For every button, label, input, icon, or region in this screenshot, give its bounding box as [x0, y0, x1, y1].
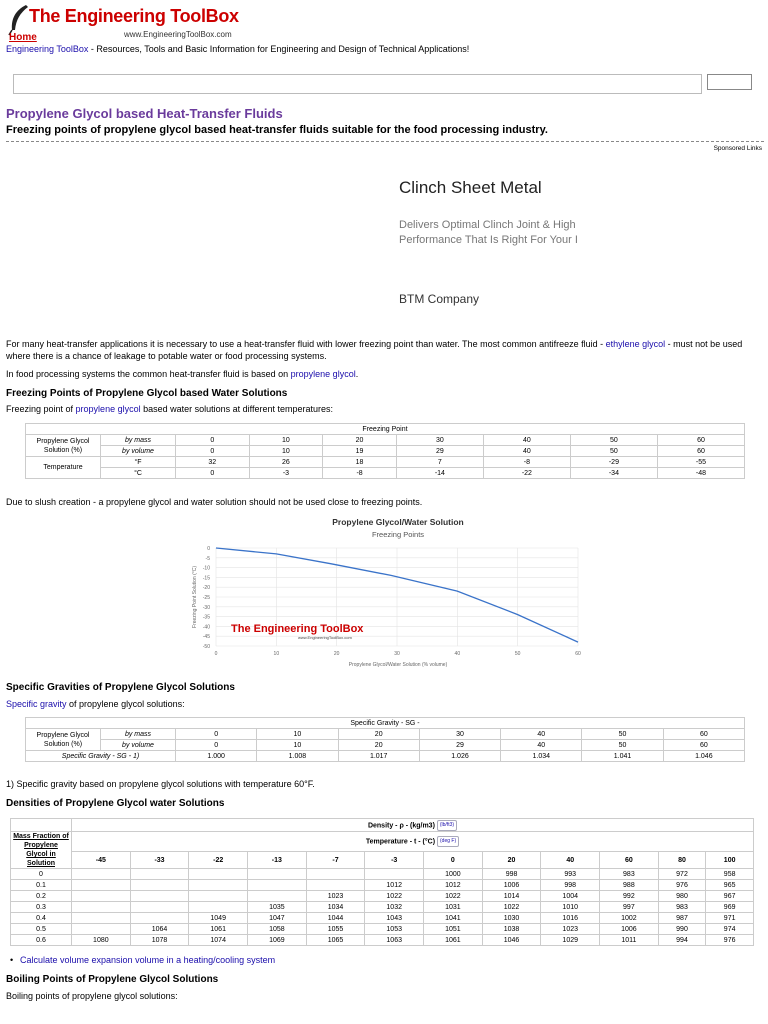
- sg-description: [6, 698, 185, 710]
- slush-note: Due to slush creation - a propylene glycol and water solution should not be used close to freezing points.: [6, 497, 423, 507]
- density-cell: 998: [482, 869, 541, 880]
- density-cell: 1004: [541, 891, 600, 902]
- temperature-header: 0: [424, 852, 483, 869]
- row-label-sg: Specific Gravity - SG - 1): [26, 751, 176, 762]
- density-cell: [72, 924, 131, 935]
- density-cell: 1069: [248, 935, 307, 946]
- cell: 10: [249, 435, 323, 446]
- cell: 30: [419, 729, 500, 740]
- cell: 20: [323, 435, 397, 446]
- density-cell: 1030: [482, 913, 541, 924]
- sponsored-label: Sponsored Links: [713, 145, 762, 152]
- ethylene-glycol-link[interactable]: ethylene glycol: [605, 339, 666, 349]
- propylene-glycol-link[interactable]: propylene glycol: [290, 369, 356, 379]
- y-tick-label: -15: [202, 575, 210, 582]
- density-cell: 992: [600, 891, 659, 902]
- by-volume-label: by volume: [101, 446, 176, 457]
- cell: -55: [657, 457, 744, 468]
- density-cell: 1061: [424, 935, 483, 946]
- density-cell: 1074: [189, 935, 248, 946]
- lb-ft3-button[interactable]: (lb/ft3): [437, 820, 457, 831]
- y-axis-label: Freezing Point Solution (°C): [192, 565, 198, 629]
- density-cell: 990: [658, 924, 706, 935]
- density-cell: [72, 869, 131, 880]
- density-blank: [11, 819, 72, 832]
- density-cell: 965: [706, 880, 754, 891]
- divider: [6, 141, 764, 142]
- density-cell: 1014: [482, 891, 541, 902]
- x-tick-label: 0: [214, 651, 218, 657]
- y-tick-label: -50: [202, 644, 210, 650]
- mass-fraction-cell: 0.2: [11, 891, 72, 902]
- intro-paragraph-1: [6, 338, 758, 362]
- cell: 40: [501, 740, 582, 751]
- density-cell: [365, 869, 424, 880]
- chart-watermark: The Engineering ToolBox: [231, 623, 364, 635]
- ad-description-line1: Delivers Optimal Clinch Joint & High: [399, 219, 576, 231]
- chart-title: Propylene Glycol/Water Solution: [332, 517, 464, 527]
- density-cell: 1012: [365, 880, 424, 891]
- cell: 60: [657, 435, 744, 446]
- tagline: [6, 44, 469, 54]
- freezing-desc-b: based water solutions at different temperatures:: [140, 404, 334, 414]
- density-cell: [130, 913, 189, 924]
- search-input[interactable]: [13, 74, 702, 94]
- cell: 29: [419, 740, 500, 751]
- cell: 60: [663, 729, 744, 740]
- density-cell: 1022: [424, 891, 483, 902]
- mass-fraction-cell: 0.1: [11, 880, 72, 891]
- density-cell: [130, 891, 189, 902]
- deg-f-button[interactable]: (deg F): [437, 836, 459, 847]
- intro-text-2a: In food processing systems the common heat-transfer fluid is based on: [6, 369, 291, 379]
- density-cell: 1043: [365, 913, 424, 924]
- temperature-header: -33: [130, 852, 189, 869]
- temperature-header: -13: [248, 852, 307, 869]
- density-cell: 1006: [600, 924, 659, 935]
- density-cell: [130, 880, 189, 891]
- cell: 1.017: [338, 751, 419, 762]
- cell: 1.041: [582, 751, 663, 762]
- mass-fraction-cell: 0.4: [11, 913, 72, 924]
- density-cell: 1031: [424, 902, 483, 913]
- density-cell: [189, 880, 248, 891]
- home-link[interactable]: Home: [9, 32, 37, 43]
- density-cell: 1041: [424, 913, 483, 924]
- cell: 10: [257, 740, 338, 751]
- cell: 10: [249, 446, 323, 457]
- intro-paragraph-2: [6, 368, 358, 380]
- density-cell: 1034: [306, 902, 365, 913]
- temperature-header: 40: [541, 852, 600, 869]
- row-label-solution: Propylene Glycol Solution (%): [26, 729, 101, 751]
- y-tick-label: -20: [202, 585, 210, 592]
- intro-text-1a: For many heat-transfer applications it is necessary to use a heat-transfer fluid with lower freezing point than water. The most common antifreeze fluid -: [6, 339, 606, 349]
- density-cell: [248, 891, 307, 902]
- ad-title[interactable]: Clinch Sheet Metal: [399, 178, 542, 197]
- boiling-heading: Boiling Points of Propylene Glycol Solutions: [6, 974, 219, 985]
- density-cell: [130, 902, 189, 913]
- sg-desc-b: of propylene glycol solutions:: [66, 699, 185, 709]
- mass-fraction-cell: 0.3: [11, 902, 72, 913]
- ad-block[interactable]: [399, 178, 595, 306]
- cell: 18: [323, 457, 397, 468]
- cell: 40: [483, 446, 570, 457]
- temperature-title-cell: [72, 832, 754, 852]
- temperature-header: -7: [306, 852, 365, 869]
- density-cell: 1065: [306, 935, 365, 946]
- density-cell: 1006: [482, 880, 541, 891]
- density-cell: 998: [541, 880, 600, 891]
- site-header: [0, 0, 768, 60]
- cell: 20: [338, 729, 419, 740]
- density-cell: 967: [706, 891, 754, 902]
- volume-expansion-link[interactable]: Calculate volume expansion volume in a heating/cooling system: [20, 955, 276, 965]
- density-cell: 1080: [72, 935, 131, 946]
- density-cell: 971: [706, 913, 754, 924]
- x-tick-label: 30: [394, 651, 400, 657]
- cell: 60: [657, 446, 744, 457]
- y-tick-label: -35: [202, 614, 210, 621]
- density-cell: 983: [600, 869, 659, 880]
- density-cell: 1010: [541, 902, 600, 913]
- deg-c-label: °C: [101, 468, 176, 479]
- sg-footnote: 1) Specific gravity based on propylene glycol solutions with temperature 60°F.: [6, 779, 315, 789]
- density-cell: 958: [706, 869, 754, 880]
- temperature-header: 100: [706, 852, 754, 869]
- sg-table-title: Specific Gravity - SG -: [26, 718, 745, 729]
- cell: 0: [176, 435, 250, 446]
- density-cell: 976: [706, 935, 754, 946]
- site-logo-url: www.EngineeringToolBox.com: [124, 30, 232, 39]
- cell: 1.034: [501, 751, 582, 762]
- cell: 0: [176, 729, 257, 740]
- density-cell: [72, 913, 131, 924]
- x-tick-label: 40: [454, 651, 461, 657]
- cell: 1.046: [663, 751, 744, 762]
- density-cell: 980: [658, 891, 706, 902]
- boiling-description: Boiling points of propylene glycol solutions:: [6, 991, 178, 1001]
- cell: 19: [323, 446, 397, 457]
- cell: -48: [657, 468, 744, 479]
- density-cell: [248, 880, 307, 891]
- table-row: [11, 891, 754, 902]
- y-tick-label: -40: [202, 624, 210, 631]
- density-cell: 1044: [306, 913, 365, 924]
- density-cell: 1032: [365, 902, 424, 913]
- cell: 60: [663, 740, 744, 751]
- density-cell: 997: [600, 902, 659, 913]
- density-cell: 1078: [130, 935, 189, 946]
- cell: -34: [570, 468, 657, 479]
- density-cell: 1051: [424, 924, 483, 935]
- ad-description: [399, 218, 595, 248]
- temperature-header: 80: [658, 852, 706, 869]
- density-cell: 1046: [482, 935, 541, 946]
- cell: 0: [176, 446, 250, 457]
- mass-fraction-cell: 0: [11, 869, 72, 880]
- cell: 1.008: [257, 751, 338, 762]
- density-cell: [306, 880, 365, 891]
- cell: 50: [582, 740, 663, 751]
- cell: 40: [501, 729, 582, 740]
- mass-fraction-header: Mass Fraction of Propylene Glycol in Solution: [11, 832, 72, 869]
- density-cell: [306, 869, 365, 880]
- temperature-header: 20: [482, 852, 541, 869]
- density-cell: 1029: [541, 935, 600, 946]
- density-cell: [189, 869, 248, 880]
- density-cell: 1058: [248, 924, 307, 935]
- density-cell: 1000: [424, 869, 483, 880]
- density-cell: 1063: [365, 935, 424, 946]
- ad-description-line2: Performance That Is Right For Your I: [399, 234, 578, 246]
- cell: 50: [582, 729, 663, 740]
- density-cell: [130, 869, 189, 880]
- x-axis-label: Propylene Glycol/Water Solution (% volume): [348, 662, 448, 668]
- density-cell: 988: [600, 880, 659, 891]
- density-cell: [189, 891, 248, 902]
- density-cell: 974: [706, 924, 754, 935]
- table-row: [11, 880, 754, 891]
- row-label-temperature: Temperature: [26, 457, 101, 479]
- cell: 30: [396, 435, 483, 446]
- cell: 50: [570, 446, 657, 457]
- cell: -29: [570, 457, 657, 468]
- temperature-header: -22: [189, 852, 248, 869]
- density-cell: 976: [658, 880, 706, 891]
- cell: 50: [570, 435, 657, 446]
- freezing-table: [25, 423, 745, 479]
- density-table: [10, 818, 754, 946]
- cell: -3: [249, 468, 323, 479]
- density-cell: 1053: [365, 924, 424, 935]
- x-tick-label: 50: [514, 651, 521, 657]
- chart-subtitle: Freezing Points: [371, 530, 425, 539]
- cell: -14: [396, 468, 483, 479]
- density-cell: 1064: [130, 924, 189, 935]
- density-cell: 1055: [306, 924, 365, 935]
- by-volume-label: by volume: [101, 740, 176, 751]
- density-cell: 1022: [482, 902, 541, 913]
- density-cell: 1049: [189, 913, 248, 924]
- cell: 7: [396, 457, 483, 468]
- y-tick-label: -25: [202, 595, 210, 601]
- cell: 29: [396, 446, 483, 457]
- cell: 0: [176, 740, 257, 751]
- y-tick-label: -5: [205, 555, 210, 562]
- page-title: Propylene Glycol based Heat-Transfer Fluids: [6, 106, 283, 121]
- tagline-link[interactable]: Engineering ToolBox: [6, 44, 89, 54]
- cell: 10: [257, 729, 338, 740]
- density-cell: 1035: [248, 902, 307, 913]
- temperature-title: Temperature - t - (°C): [365, 838, 436, 846]
- density-cell: 993: [541, 869, 600, 880]
- cell: 40: [483, 435, 570, 446]
- density-cell: 994: [658, 935, 706, 946]
- by-mass-label: by mass: [101, 435, 176, 446]
- calc-link-item: [20, 955, 275, 965]
- temperature-header: 60: [600, 852, 659, 869]
- density-cell: 972: [658, 869, 706, 880]
- deg-f-label: °F: [101, 457, 176, 468]
- page-subtitle: Freezing points of propylene glycol based heat-transfer fluids suitable for the food processing industry.: [6, 124, 548, 136]
- table-row: [11, 902, 754, 913]
- cell: 20: [338, 740, 419, 751]
- sg-table: [25, 717, 745, 762]
- density-title: Density - ρ - (kg/m3): [367, 821, 435, 829]
- freezing-point-chart: [186, 512, 586, 672]
- mass-fraction-cell: 0.6: [11, 935, 72, 946]
- ad-company: BTM Company: [399, 292, 480, 306]
- density-cell: [72, 891, 131, 902]
- cell: -8: [323, 468, 397, 479]
- table-row: [11, 924, 754, 935]
- y-tick-label: 0: [207, 546, 210, 552]
- y-tick-label: -45: [202, 634, 210, 641]
- density-title-cell: [72, 819, 754, 832]
- cell: -22: [483, 468, 570, 479]
- y-tick-label: -30: [202, 604, 210, 611]
- density-cell: 1012: [424, 880, 483, 891]
- site-logo[interactable]: The Engineering ToolBox: [29, 6, 239, 26]
- table-row: [11, 935, 754, 946]
- intro-text-2b: .: [355, 369, 359, 379]
- temperature-header: -45: [72, 852, 131, 869]
- y-tick-label: -10: [202, 565, 210, 572]
- specific-gravity-link[interactable]: Specific gravity: [6, 699, 67, 709]
- density-cell: 1047: [248, 913, 307, 924]
- intro-text-1b: - must not be used where there is a chance of leakage to potable water or food processing systems.: [6, 339, 743, 361]
- freezing-table-title: Freezing Point: [26, 424, 745, 435]
- table-row: [11, 869, 754, 880]
- density-cell: [189, 902, 248, 913]
- density-cell: 1022: [365, 891, 424, 902]
- density-cell: 1011: [600, 935, 659, 946]
- density-cell: 983: [658, 902, 706, 913]
- density-cell: 1038: [482, 924, 541, 935]
- freezing-heading: Freezing Points of Propylene Glycol based Water Solutions: [6, 388, 288, 399]
- cell: 0: [176, 468, 250, 479]
- cell: 1.000: [176, 751, 257, 762]
- x-tick-label: 10: [273, 651, 280, 657]
- density-cell: 1016: [541, 913, 600, 924]
- density-cell: 987: [658, 913, 706, 924]
- cell: 26: [249, 457, 323, 468]
- density-cell: [248, 869, 307, 880]
- temperature-header: -3: [365, 852, 424, 869]
- mass-fraction-cell: 0.5: [11, 924, 72, 935]
- density-cell: 1061: [189, 924, 248, 935]
- by-mass-label: by mass: [101, 729, 176, 740]
- tagline-text: - Resources, Tools and Basic Information for Engineering and Design of Technical Applications!: [88, 44, 470, 54]
- cell: -8: [483, 457, 570, 468]
- density-cell: [72, 880, 131, 891]
- sg-heading: Specific Gravities of Propylene Glycol Solutions: [6, 682, 235, 693]
- x-tick-label: 60: [575, 651, 581, 657]
- density-cell: 1002: [600, 913, 659, 924]
- x-tick-label: 20: [333, 651, 340, 657]
- chart-watermark-url: www.EngineeringToolBox.com: [298, 635, 352, 640]
- propylene-glycol-link-2[interactable]: propylene glycol: [75, 404, 141, 414]
- row-label-solution: Propylene Glycol Solution (%): [26, 435, 101, 457]
- cell: 32: [176, 457, 250, 468]
- density-cell: [72, 902, 131, 913]
- freezing-description: [6, 403, 333, 415]
- search-button[interactable]: [707, 74, 752, 90]
- density-heading: Densities of Propylene Glycol water Solutions: [6, 798, 225, 809]
- density-cell: 1023: [541, 924, 600, 935]
- density-cell: 1023: [306, 891, 365, 902]
- temperature-header-row: [11, 852, 754, 869]
- table-row: [11, 913, 754, 924]
- density-cell: 969: [706, 902, 754, 913]
- freezing-desc-a: Freezing point of: [6, 404, 76, 414]
- cell: 1.026: [419, 751, 500, 762]
